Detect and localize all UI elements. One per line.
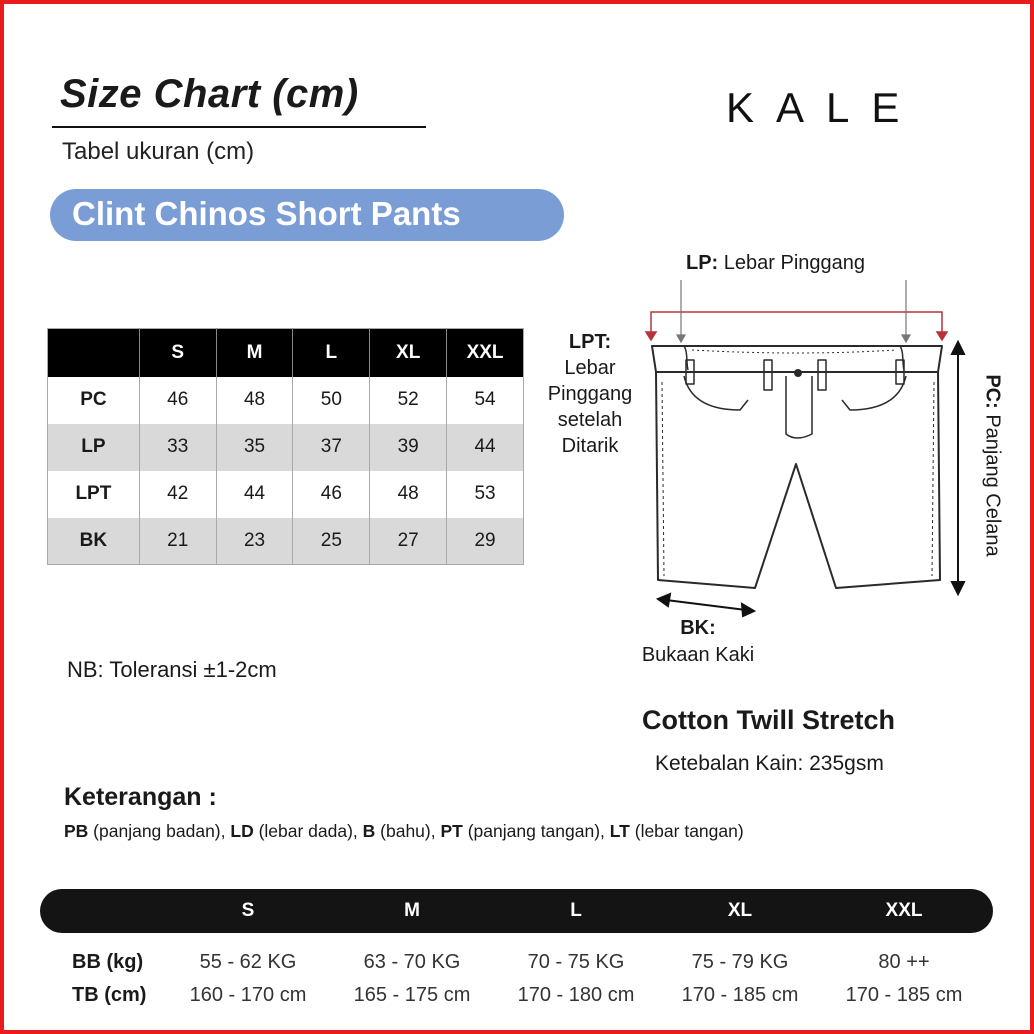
table-cell: 46 (293, 471, 370, 518)
table-cell: 25 (293, 518, 370, 565)
size-col-header: L (293, 329, 370, 377)
table-cell: 42 (139, 471, 216, 518)
abbr-desc: (lebar tangan) (629, 821, 744, 841)
abbr-code: B (362, 821, 376, 841)
row-label: BK (48, 518, 140, 565)
weight-row-label: BB (kg) (72, 951, 144, 973)
tolerance-note: NB: Toleransi ±1-2cm (67, 657, 277, 682)
lp-label (686, 252, 865, 275)
weight-col-header: XXL (885, 900, 923, 921)
weight-cell: 80 ++ (878, 951, 930, 973)
size-col-header: M (216, 329, 293, 377)
table-row (48, 424, 524, 471)
shorts-diagram (600, 280, 1000, 620)
abbr-code: LD (230, 821, 254, 841)
pc-code: PC: (981, 374, 1004, 409)
table-row (48, 471, 524, 518)
lp-bracket (681, 280, 906, 340)
bk-arrow (666, 600, 746, 610)
weight-cell: 55 - 62 KG (199, 951, 297, 973)
abbr-code: PB (64, 821, 89, 841)
abbr-desc: (lebar dada), (253, 821, 363, 841)
lpt-label (532, 329, 648, 459)
keterangan-description (64, 821, 744, 842)
table-cell: 44 (216, 471, 293, 518)
size-col-header: XXL (447, 329, 524, 377)
size-table-header-row (48, 329, 524, 377)
height-cell: 165 - 175 cm (353, 984, 471, 1006)
button-icon (794, 369, 802, 377)
table-cell: 46 (139, 377, 216, 424)
abbr-desc: (panjang badan), (88, 821, 231, 841)
table-cell: 37 (293, 424, 370, 471)
lp-text: Lebar Pinggang (723, 252, 866, 274)
table-row (48, 377, 524, 424)
pc-label (981, 356, 1004, 576)
pc-text: Panjang Celana (981, 414, 1004, 557)
height-cell: 170 - 185 cm (845, 984, 963, 1006)
weight-col-header: S (241, 900, 255, 921)
abbr-desc: (bahu), (375, 821, 441, 841)
table-cell: 29 (447, 518, 524, 565)
table-cell: 33 (139, 424, 216, 471)
page-subtitle: Tabel ukuran (cm) (62, 138, 255, 165)
size-table (47, 328, 524, 565)
weight-cell: 63 - 70 KG (363, 951, 461, 973)
lp-code: LP: (686, 252, 719, 274)
height-row-label: TB (cm) (72, 984, 147, 1006)
shorts-outline (656, 372, 940, 588)
lpt-text-line: setelah (557, 409, 623, 431)
height-cell: 170 - 180 cm (517, 984, 635, 1006)
title-underline (52, 126, 426, 128)
product-name-badge: Clint Chinos Short Pants (50, 189, 564, 241)
abbr-desc: (panjang tangan), (462, 821, 610, 841)
lpt-text-line: Ditarik (561, 435, 619, 457)
table-cell: 21 (139, 518, 216, 565)
table-cell: 44 (447, 424, 524, 471)
table-cell: 27 (370, 518, 447, 565)
waistband-shape (652, 346, 942, 372)
table-cell: 39 (370, 424, 447, 471)
lpt-text-line: Lebar (564, 357, 616, 379)
table-row (48, 518, 524, 565)
bk-label (618, 615, 778, 669)
table-cell: 53 (447, 471, 524, 518)
height-cell: 170 - 185 cm (681, 984, 799, 1006)
height-cell: 160 - 170 cm (189, 984, 307, 1006)
abbr-code: PT (440, 821, 463, 841)
size-table-corner (48, 329, 140, 377)
row-label: LPT (75, 483, 112, 504)
page-title: Size Chart (cm) (60, 72, 359, 116)
brand-logo: KALE (726, 84, 922, 131)
fabric-thickness: Ketebalan Kain: 235gsm (655, 752, 884, 775)
bk-text: Bukaan Kaki (641, 644, 755, 666)
row-label: PC (80, 389, 107, 410)
keterangan-title: Keterangan : (64, 783, 217, 811)
weight-col-header: XL (727, 900, 753, 921)
bk-code: BK: (680, 617, 716, 639)
size-col-header: XL (370, 329, 447, 377)
table-cell: 52 (370, 377, 447, 424)
weight-col-header: M (404, 900, 420, 921)
lpt-bracket (651, 312, 942, 338)
lpt-text-line: Pinggang (547, 383, 633, 405)
weight-cell: 75 - 79 KG (691, 951, 789, 973)
size-col-header: S (139, 329, 216, 377)
table-cell: 50 (293, 377, 370, 424)
table-cell: 48 (370, 471, 447, 518)
weight-col-header: L (570, 900, 582, 921)
row-label: LP (48, 424, 140, 471)
table-cell: 23 (216, 518, 293, 565)
lpt-code: LPT: (568, 331, 612, 353)
table-cell: 54 (447, 377, 524, 424)
table-cell: 35 (216, 424, 293, 471)
fabric-name: Cotton Twill Stretch (642, 705, 895, 735)
table-cell: 48 (216, 377, 293, 424)
abbr-code: LT (609, 821, 630, 841)
weight-cell: 70 - 75 KG (527, 951, 625, 973)
